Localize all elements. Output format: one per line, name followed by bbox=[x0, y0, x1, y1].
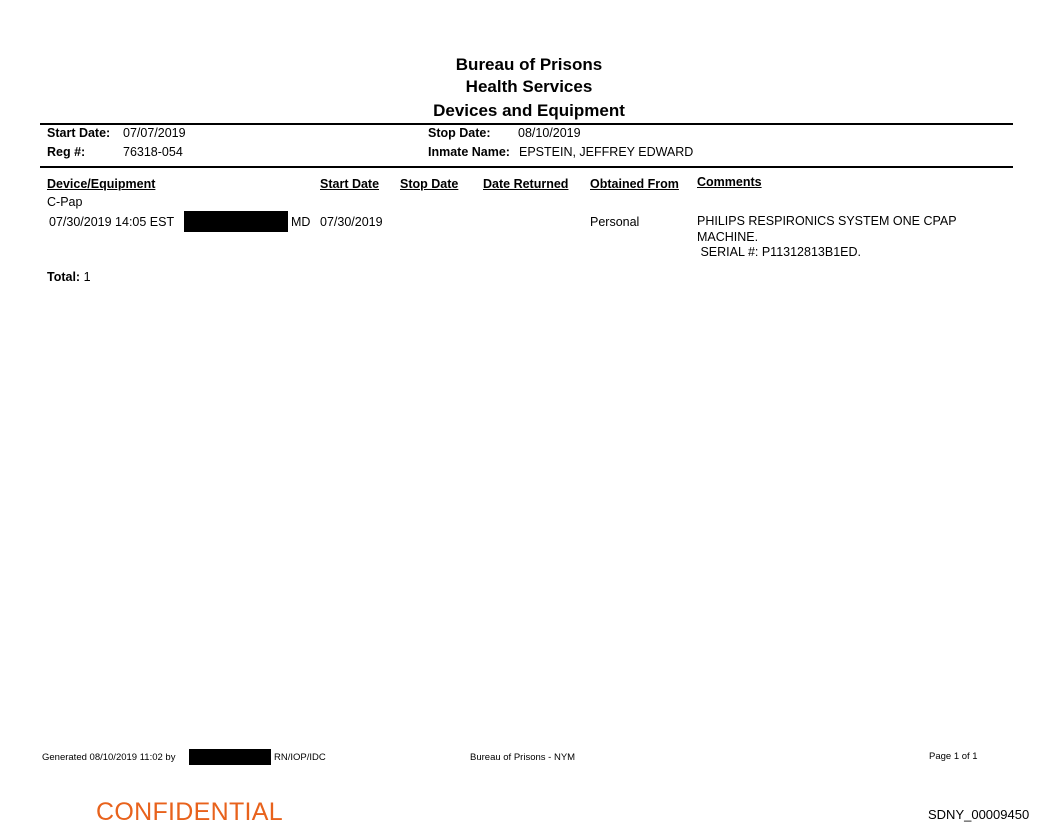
stop-date-value: 08/10/2019 bbox=[518, 126, 581, 140]
start-date-value: 07/07/2019 bbox=[123, 126, 186, 140]
col-device: Device/Equipment bbox=[47, 177, 156, 191]
total-value: 1 bbox=[83, 270, 91, 284]
row-comment-line: SERIAL #: P11312813B1ED. bbox=[697, 245, 861, 259]
col-obtained-from: Obtained From bbox=[590, 177, 679, 191]
footer-generated: Generated 08/10/2019 11:02 by bbox=[42, 752, 176, 763]
footer-generated-role: RN/IOP/IDC bbox=[274, 752, 326, 763]
header-rule bbox=[40, 123, 1013, 125]
confidential-stamp: CONFIDENTIAL bbox=[96, 798, 283, 826]
row-device-name: C-Pap bbox=[47, 195, 83, 209]
reg-label: Reg #: bbox=[47, 145, 86, 159]
row-timestamp: 07/30/2019 14:05 EST bbox=[49, 215, 175, 229]
col-date-returned: Date Returned bbox=[483, 177, 569, 191]
report-title: Devices and Equipment bbox=[433, 101, 625, 120]
header-subtitle: Health Services bbox=[465, 77, 593, 96]
redaction-bar bbox=[184, 211, 288, 232]
total bbox=[47, 270, 91, 284]
header-title: Bureau of Prisons bbox=[455, 55, 603, 74]
start-date-label: Start Date: bbox=[47, 126, 111, 140]
footer-center: Bureau of Prisons - NYM bbox=[470, 752, 576, 763]
row-comment-line: PHILIPS RESPIRONICS SYSTEM ONE CPAP bbox=[697, 214, 957, 228]
inmate-name-label: Inmate Name: bbox=[428, 145, 510, 159]
total-label: Total: bbox=[47, 270, 81, 284]
row-credential: MD bbox=[291, 215, 311, 229]
row-start-date: 07/30/2019 bbox=[320, 215, 383, 229]
col-start-date: Start Date bbox=[320, 177, 380, 191]
bates-number: SDNY_00009450 bbox=[928, 807, 1030, 822]
redaction-bar bbox=[189, 749, 271, 765]
page-number: Page 1 of 1 bbox=[929, 751, 978, 762]
info-rule bbox=[40, 166, 1013, 168]
inmate-name-value: EPSTEIN, JEFFREY EDWARD bbox=[519, 145, 694, 159]
stop-date-label: Stop Date: bbox=[428, 126, 491, 140]
row-obtained-from: Personal bbox=[590, 215, 640, 229]
col-stop-date: Stop Date bbox=[400, 177, 459, 191]
row-comment-line: MACHINE. bbox=[697, 230, 759, 244]
col-comments: Comments bbox=[697, 175, 762, 189]
reg-value: 76318-054 bbox=[123, 145, 183, 159]
